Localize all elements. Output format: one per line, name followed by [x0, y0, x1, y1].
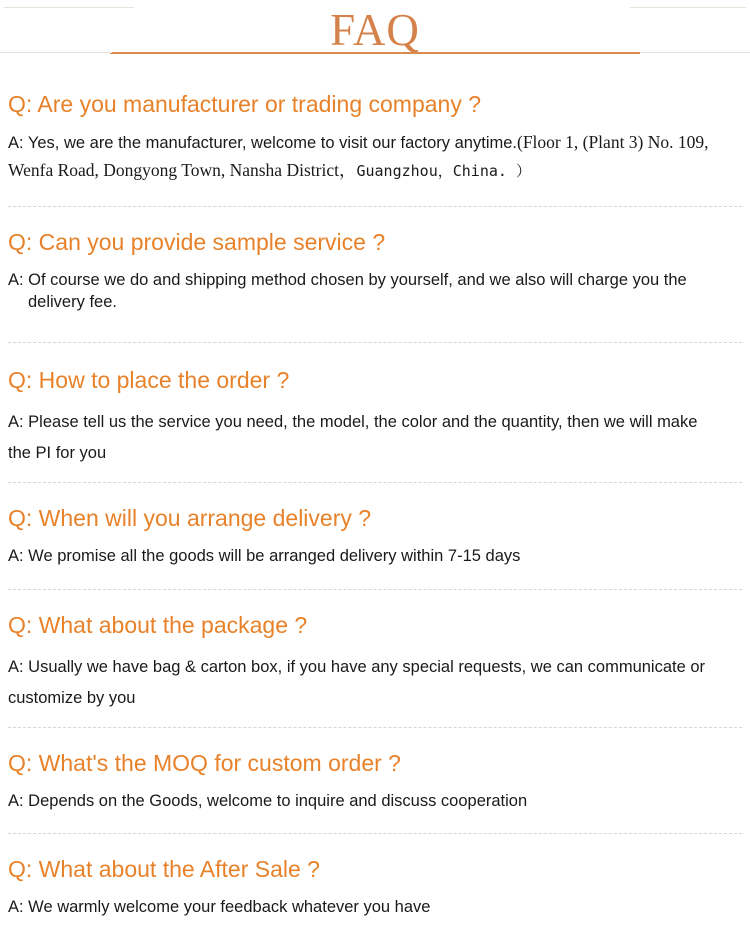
faq-answer: A: Depends on the Goods, welcome to inquire and discuss cooperation [8, 792, 528, 810]
divider [8, 206, 742, 207]
faq-answer-address-line: Wenfa Road, Dongyong Town, Nansha District， [8, 160, 357, 180]
faq-answer-cont: the PI for you [8, 444, 107, 462]
faq-question: Q: What about the package ? [8, 612, 308, 638]
faq-question: Q: Are you manufacturer or trading company ? [8, 91, 482, 117]
divider [8, 342, 742, 343]
faq-header [0, 0, 750, 60]
faq-item [8, 611, 748, 714]
faq-answer-cont: delivery fee. [28, 293, 117, 311]
faq-question: Q: When will you arrange delivery ? [8, 505, 372, 531]
faq-answer-cont: customize by you [8, 689, 136, 707]
faq-answer-address: (Floor 1, (Plant 3) No. 109, [517, 132, 709, 152]
divider [8, 589, 742, 590]
faq-answer: A: We promise all the goods will be arranged delivery within 7-15 days [8, 547, 521, 565]
faq-item [8, 366, 748, 469]
faq-answer: A: We warmly welcome your feedback whatever you have [8, 898, 431, 916]
faq-answer-city: Guangzhou，China. ） [356, 162, 531, 180]
faq-question: Q: What about the After Sale ? [8, 856, 320, 882]
divider [8, 833, 742, 834]
faq-question: Q: Can you provide sample service ? [8, 229, 386, 255]
faq-item [8, 228, 748, 313]
faq-item [8, 504, 748, 567]
divider [8, 727, 742, 728]
page-title: FAQ [330, 5, 420, 55]
faq-answer-cont [8, 159, 748, 183]
faq-item [8, 90, 748, 183]
faq-answer: A: Please tell us the service you need, the model, the color and the quantity, then we will make [8, 413, 698, 431]
faq-item [8, 749, 748, 812]
faq-question: Q: What's the MOQ for custom order ? [8, 750, 401, 776]
faq-answer [8, 131, 748, 155]
faq-answer: A: Of course we do and shipping method chosen by yourself, and we also will charge you the [8, 271, 687, 289]
faq-item [8, 855, 748, 918]
faq-answer-text: A: Yes, we are the manufacturer, welcome to visit our factory anytime. [8, 134, 517, 152]
faq-answer: A: Usually we have bag & carton box, if you have any special requests, we can communicate or [8, 658, 706, 676]
faq-question: Q: How to place the order ? [8, 367, 290, 393]
divider [8, 482, 742, 483]
